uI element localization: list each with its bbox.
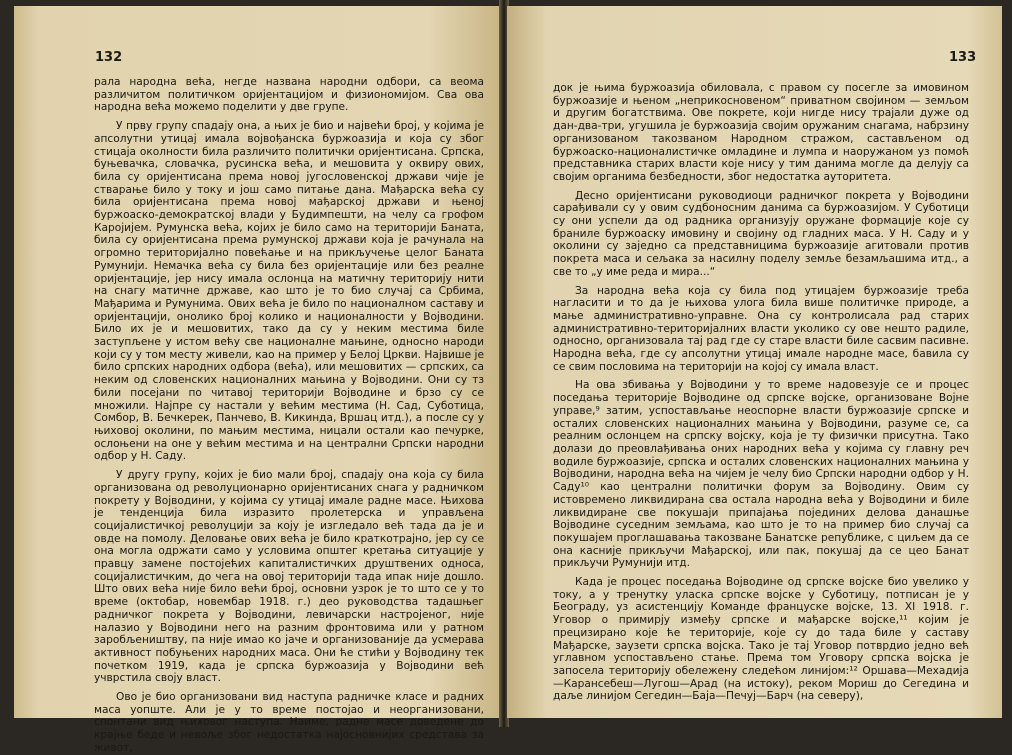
paragraph: Десно оријентисани руководиоци радничког покрета у Војводини сарађивали су у овим судбоносним данима са буржоазијом. У Суботици су они успели да од радника организују оружане формације које су браниле буржоаску имовину и својину од гладних маса. У Н. Саду и у околини су заједно са представницима буржоазије агитовали против покрета маса и сељака за насилну поделу земље безамљашима итд., а све то „у име реда и мира...“ xyxy=(553,189,969,278)
page-number: 133 xyxy=(949,50,977,65)
paragraph: У прву групу спадају она, а њих је био и највећи број, у којима је апсолутни утицај имала војвођанска буржоазија и која су због стицаја околности била различито политички оријентисана. Српска, буњевачка, словачка, русинска већа, и мешовита у оквиру ових, била су оријентисана према новој југословенској држави чије је стварање било у току и још само питање дана. Мађарска већа су била оријентисана према новој мађарској држави и њеној буржоаско-демократској влади у Будимпешти, на челу са грофом Каројијем. Румунска већа, којих је било само на територији Баната, била су оријентисана према румунској држави која је рачунала на огромно територијално повећање и на прикључење целог Баната Румунији. Немачка већа су била без оријентације или без реалне оријентације, јер нису имала ослонца на матичну територију нити на снагу матичне државе, као што је то био случај са Србима, Мађарима и Румунима. Ових већа је било по националном саставу и оријентацији, онолико број колико и националности у Војводини. Било их је и мешовитих, тако да су у неким местима биле заступљене у истом већу све националне мањине, односно народи који су у том месту живели, као на пример у Белој Цркви. Највише је било српских народних одбора (већа), или мешовитих — српских, са неким од словенских националних мањина у Војводини. Они су тз били посејани по читавој територији Војводине и брзо су се множили. Најпре су настали у већим местима (Н. Сад, Суботица, Сомбор, В. Бечкерек, Панчево, В. Кикинда, Вршац итд.), а после су у њиховој околини, по мањим местима, ницали остали као печурке, ослоњени на оне у већим местима и на централни Српски народни одбор у Н. Саду. xyxy=(94,120,484,463)
paragraph: У другу групу, којих је био мали број, спадају она која су била организована од револуционарно оријентисаних снага у радничком покрету у Војводини, у којима су утицај имале радне масе. Њихова је тенденција била изразито пролетерска и управљена социјалистичкој револуцији за коју је изгледало већ тада да је и овде на помолу. Деловање ових већа је било краткотрајно, јер су се она могла одржати само у условима општег кретања ситуације у правцу замене постојећих капиталистичких друштвених односа, социјалистичким, до чега на овој територији тада ипак није дошло. Што ових већа није било већи број, основни узрок је то што се у то време (октобар, новембар 1918. г.) део руководства тадашњег радничког покрета у Војводини, левичарски настројеног, није налазио у Војводини него на разним фронтовима или у ратном заробљеништву, па није имао ко јаче и организованије да усмерава активност побуњених народних маса. Они ће стићи у Војводину тек почетком 1919, када је српска буржоазија у Војводини већ учврстила своју власт. xyxy=(94,469,484,685)
paragraph: На ова збивања у Војводини у то време надовезује се и процес поседања територије Војводине од српске војске, организоване Војне управе,⁹ затим, успостављање неоспорне власти буржоазије српске и осталих словенских националних мањина у Војводини, разуме се, са реалним ослонцем на српску војску, која је ту физички присутна. Тако долази до преовлађивања оних народних већа у којима су главну реч водиле буржоазије, српска и осталих словенских националних мањина у Војводини, народна већа на чијем је челу био Српски народни одбор у Н. Саду¹⁰ као централни политички форум за Војводину. Овим су истовремено ликвидирана сва остала народна већа у Војводини и биле ликвидиране све покушаји припајања појединих делова данашње Војводине суседним земљама, као што је то на пример био случај са покушајем проглашавања такозване Банатске републике, с циљем да се она касније прикључи Мађарској, или пак, покушај да се цео Банат прикључи Румунији итд. xyxy=(553,379,969,570)
paragraph: Ово је био организовани вид наступа радничке класе и радних маса уопште. Али је у то време постојао и неорганизовани, спонтани вид њиховог наступа. Наиме, радне масе доведене до крајње беде и невоље због недостатка најосновнијих средстава за живот, xyxy=(94,691,484,754)
paragraph: За народна већа која су била под утицајем буржоазије треба нагласити и то да је њихова улога била више политичке природе, а мање административно-управне. Она су контролисала рад старих административно-територијалних власти уколико су ове нешто радиле, односно, организовала тај рад где су старе власти биле сасвим пасивне. Народна већа, где су апсолутни утицај имале народне масе, бавила су се свим пословима на територији на којој су имала власт. xyxy=(553,284,969,373)
page-body xyxy=(553,82,969,703)
left-page xyxy=(14,6,501,754)
right-page xyxy=(507,6,1002,718)
paragraph: док је њима буржоазија обиловала, с правом су посегле за имовином буржоазије и њеном „неприкосновеном“ приватном својином — земљом и другим богатствима. Ове покрете, који нигде нису трајали дуже од дан-два-три, угушила је буржоазија својим оружаним снагама, набрзину организованом такозваном Народном стражом, састављеном од буржоаско-националистичке омладине и лумпа и наоружаном уз помоћ представника старих власти које нису у тим данима могле да делују са својим органима безбедности, због недостатка ауторитета. xyxy=(553,82,969,183)
page-number: 132 xyxy=(95,50,123,65)
paragraph: рала народна већа, негде названа народни одбори, са веома различитом политичком оријентацијом и физиономијом. Сва ова народна већа можемо поделити у две групе. xyxy=(94,76,484,114)
page-body xyxy=(94,76,484,755)
paragraph: Када је процес поседања Војводине од српске војске био увелико у току, а у тренутку уласка српске војске у Суботицу, потписан је у Београду, уз асистенцију Команде француске војске, 13. XI 1918. г. Уговор о примирју између српске и мађарске војске,¹¹ којим је прецизирано које ће територије, које су до тада биле у саставу Мађарске, заузети српска војска. Тако је тај Уговор потврдио једно већ углавном успостављено стање. Према том Уговору српска војска је запосела територију обележену следећом линијом:¹² Оршава—Мехадија—Карансебеш—Лугош—Арад (на истоку), реком Мориш до Сегедина и даље линијом Сегедин—Баја—Печуј—Барч (на северу), xyxy=(553,576,969,703)
